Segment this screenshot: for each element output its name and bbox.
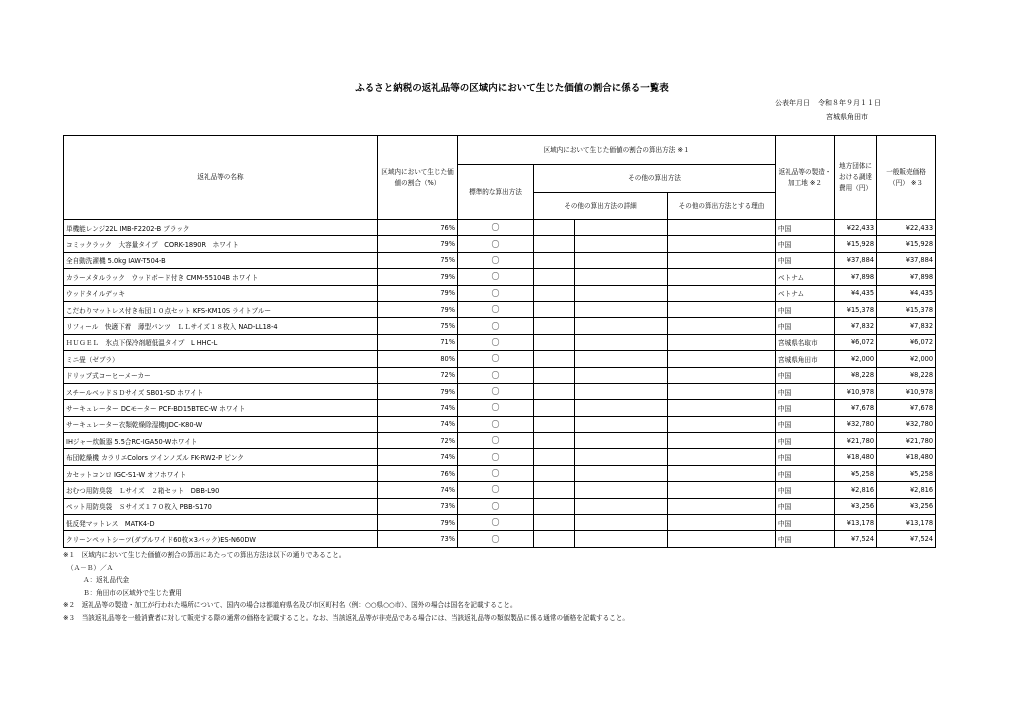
product-name: IHジャー炊飯器 5.5合RC-IGA50-Wホワイト <box>64 433 378 449</box>
standard-method-mark: 〇 <box>458 498 534 514</box>
blank-cell <box>534 531 575 547</box>
origin-location: 中国 <box>776 220 835 236</box>
standard-method-mark: 〇 <box>458 318 534 334</box>
standard-method-mark: 〇 <box>458 334 534 350</box>
standard-method-mark: 〇 <box>458 301 534 317</box>
origin-location: 宮城県名取市 <box>776 334 835 350</box>
value-ratio: 74% <box>378 416 458 432</box>
table-row <box>64 220 936 236</box>
value-ratio: 75% <box>378 318 458 334</box>
value-ratio: 79% <box>378 383 458 399</box>
value-ratio: 71% <box>378 334 458 350</box>
value-ratio: 80% <box>378 351 458 367</box>
origin-location: 中国 <box>776 449 835 465</box>
retail-price: ¥32,780 <box>877 416 936 432</box>
retail-price: ¥37,884 <box>877 252 936 268</box>
retail-price: ¥10,978 <box>877 383 936 399</box>
retail-price: ¥6,072 <box>877 334 936 350</box>
origin-location: ベトナム <box>776 285 835 301</box>
origin-location: 中国 <box>776 301 835 317</box>
footnote-line: ※２ 返礼品等の製造・加工が行われた場所について、国内の場合は都道府県名及び市区町村名（例：○○県○○市）、国外の場合は国名を記載すること。 <box>63 601 517 610</box>
origin-location: 中国 <box>776 400 835 416</box>
other-reason-cell <box>668 334 776 350</box>
header-other-detail: その他の算出方法の詳細 <box>534 193 668 220</box>
local-cost: ¥6,072 <box>835 334 877 350</box>
other-reason-cell <box>668 433 776 449</box>
product-name: サーキュレーター衣類乾燥除湿機IJDC-K80-W <box>64 416 378 432</box>
value-ratio: 74% <box>378 482 458 498</box>
table-row <box>64 515 936 531</box>
header-other-group: その他の算出方法 <box>534 165 776 193</box>
standard-method-mark: 〇 <box>458 220 534 236</box>
local-cost: ¥7,678 <box>835 400 877 416</box>
other-detail-cell <box>575 449 668 465</box>
local-cost: ¥10,978 <box>835 383 877 399</box>
standard-method-mark: 〇 <box>458 416 534 432</box>
retail-price: ¥7,524 <box>877 531 936 547</box>
document-title: ふるさと納税の返礼品等の区域内において生じた価値の割合に係る一覧表 <box>355 83 669 94</box>
table-row <box>64 416 936 432</box>
retail-price: ¥5,258 <box>877 465 936 481</box>
product-name: ペット用防臭袋 Ｓサイズ１７０枚入 PBB-S170 <box>64 498 378 514</box>
blank-cell <box>534 220 575 236</box>
other-detail-cell <box>575 334 668 350</box>
retail-price: ¥15,928 <box>877 236 936 252</box>
other-reason-cell <box>668 400 776 416</box>
local-cost: ¥8,228 <box>835 367 877 383</box>
municipality-name: 宮城県角田市 <box>826 113 868 121</box>
retail-price: ¥7,832 <box>877 318 936 334</box>
origin-location: 中国 <box>776 465 835 481</box>
origin-location: 中国 <box>776 498 835 514</box>
value-ratio: 76% <box>378 465 458 481</box>
other-reason-cell <box>668 498 776 514</box>
other-detail-cell <box>575 252 668 268</box>
header-local-cost: 地方団体における調達費用（円） <box>835 136 877 220</box>
value-ratio: 73% <box>378 531 458 547</box>
header-other-reason: その他の算出方法とする理由 <box>668 193 776 220</box>
origin-location: 中国 <box>776 252 835 268</box>
origin-location: 中国 <box>776 482 835 498</box>
table-row <box>64 269 936 285</box>
value-ratio: 73% <box>378 498 458 514</box>
table-row <box>64 301 936 317</box>
blank-cell <box>534 269 575 285</box>
product-name: 全自動洗濯機 5.0kg IAW-T504-B <box>64 252 378 268</box>
blank-cell <box>534 465 575 481</box>
standard-method-mark: 〇 <box>458 252 534 268</box>
value-ratio: 79% <box>378 515 458 531</box>
other-detail-cell <box>575 351 668 367</box>
other-detail-cell <box>575 383 668 399</box>
product-name: ドリップ式コーヒーメーカー <box>64 367 378 383</box>
blank-cell <box>534 449 575 465</box>
other-detail-cell <box>575 318 668 334</box>
local-cost: ¥7,832 <box>835 318 877 334</box>
retail-price: ¥7,678 <box>877 400 936 416</box>
other-detail-cell <box>575 465 668 481</box>
other-reason-cell <box>668 285 776 301</box>
product-name: サーキュレーター DCモーター PCF-BD15BTEC-W ホワイト <box>64 400 378 416</box>
standard-method-mark: 〇 <box>458 482 534 498</box>
other-reason-cell <box>668 531 776 547</box>
other-detail-cell <box>575 531 668 547</box>
origin-location: 中国 <box>776 416 835 432</box>
other-detail-cell <box>575 236 668 252</box>
local-cost: ¥3,256 <box>835 498 877 514</box>
value-ratio: 76% <box>378 220 458 236</box>
local-cost: ¥21,780 <box>835 433 877 449</box>
standard-method-mark: 〇 <box>458 383 534 399</box>
value-ratio: 79% <box>378 236 458 252</box>
blank-cell <box>534 236 575 252</box>
blank-cell <box>534 334 575 350</box>
local-cost: ¥13,178 <box>835 515 877 531</box>
blank-cell <box>534 383 575 399</box>
standard-method-mark: 〇 <box>458 351 534 367</box>
product-name: こだわりマットレス付き布団１０点セット KFS-KM10S ライトブルー <box>64 301 378 317</box>
product-name: ＨＵＧＥＬ 氷点下保冷剤超低温タイプ L HHC-L <box>64 334 378 350</box>
local-cost: ¥7,898 <box>835 269 877 285</box>
value-ratio: 75% <box>378 252 458 268</box>
header-name: 返礼品等の名称 <box>64 136 378 220</box>
local-cost: ¥22,433 <box>835 220 877 236</box>
local-cost: ¥37,884 <box>835 252 877 268</box>
product-name: カラーメタルラック ウッドボード付き CMM-55104B ホワイト <box>64 269 378 285</box>
retail-price: ¥18,480 <box>877 449 936 465</box>
other-detail-cell <box>575 416 668 432</box>
other-reason-cell <box>668 301 776 317</box>
product-name: 単機能レンジ22L IMB-F2202-B ブラック <box>64 220 378 236</box>
standard-method-mark: 〇 <box>458 367 534 383</box>
local-cost: ¥15,378 <box>835 301 877 317</box>
product-name: おむつ用防臭袋 Ｌサイズ ２箱セット DBB-L90 <box>64 482 378 498</box>
table-row <box>64 318 936 334</box>
table-row <box>64 400 936 416</box>
product-name: リフィール 快適下着 薄型パンツ ＬＬサイズ１８枚入 NAD-LL18-4 <box>64 318 378 334</box>
footnote-line: （Ａ－Ｂ）／Ａ <box>67 563 114 572</box>
blank-cell <box>534 367 575 383</box>
product-name: スチールベッドＳＤサイズ SB01-SD ホワイト <box>64 383 378 399</box>
origin-location: 中国 <box>776 236 835 252</box>
blank-cell <box>534 416 575 432</box>
other-reason-cell <box>668 236 776 252</box>
other-detail-cell <box>575 400 668 416</box>
other-detail-cell <box>575 285 668 301</box>
publication-date-label: 公表年月日 <box>775 99 810 107</box>
table-row <box>64 465 936 481</box>
footnote-line: ※１ 区域内において生じた価値の割合の算出にあたっての算出方法は以下の通りであること。 <box>63 551 346 559</box>
blank-cell <box>534 515 575 531</box>
footnote-line: Ｂ：角田市の区域外で生じた費用 <box>83 588 182 597</box>
origin-location: 中国 <box>776 515 835 531</box>
retail-price: ¥22,433 <box>877 220 936 236</box>
standard-method-mark: 〇 <box>458 400 534 416</box>
other-reason-cell <box>668 465 776 481</box>
product-name: 低反発マットレス MATK4-D <box>64 515 378 531</box>
publication-date-value: 令和８年９月１１日 <box>818 99 881 107</box>
table-row <box>64 498 936 514</box>
local-cost: ¥32,780 <box>835 416 877 432</box>
blank-cell <box>534 285 575 301</box>
header-ratio: 区域内において生じた価値の割合（%） <box>378 136 458 220</box>
origin-location: 中国 <box>776 367 835 383</box>
other-reason-cell <box>668 220 776 236</box>
other-reason-cell <box>668 269 776 285</box>
other-reason-cell <box>668 449 776 465</box>
other-detail-cell <box>575 269 668 285</box>
retail-price: ¥2,816 <box>877 482 936 498</box>
standard-method-mark: 〇 <box>458 465 534 481</box>
blank-cell <box>534 433 575 449</box>
retail-price: ¥8,228 <box>877 367 936 383</box>
value-ratio: 79% <box>378 269 458 285</box>
value-ratio-table <box>63 135 936 548</box>
other-detail-cell <box>575 498 668 514</box>
retail-price: ¥15,378 <box>877 301 936 317</box>
standard-method-mark: 〇 <box>458 449 534 465</box>
table-row <box>64 433 936 449</box>
retail-price: ¥4,435 <box>877 285 936 301</box>
blank-cell <box>534 498 575 514</box>
other-reason-cell <box>668 383 776 399</box>
value-ratio: 79% <box>378 285 458 301</box>
other-reason-cell <box>668 482 776 498</box>
local-cost: ¥7,524 <box>835 531 877 547</box>
local-cost: ¥4,435 <box>835 285 877 301</box>
other-reason-cell <box>668 367 776 383</box>
product-name: 布団乾燥機 カラリエColors ツインノズル FK-RW2-P ピンク <box>64 449 378 465</box>
other-reason-cell <box>668 351 776 367</box>
footnote-line: Ａ：返礼品代金 <box>83 576 130 585</box>
publication-date <box>775 98 935 108</box>
retail-price: ¥7,898 <box>877 269 936 285</box>
origin-location: 中国 <box>776 318 835 334</box>
origin-location: 宮城県角田市 <box>776 351 835 367</box>
table-row <box>64 236 936 252</box>
local-cost: ¥18,480 <box>835 449 877 465</box>
footnotes <box>63 549 629 625</box>
local-cost: ¥5,258 <box>835 465 877 481</box>
local-cost: ¥2,816 <box>835 482 877 498</box>
standard-method-mark: 〇 <box>458 285 534 301</box>
table-row <box>64 383 936 399</box>
retail-price: ¥21,780 <box>877 433 936 449</box>
other-detail-cell <box>575 433 668 449</box>
header-origin: 返礼品等の製造・加工地 ※２ <box>776 136 835 220</box>
table-row <box>64 334 936 350</box>
value-ratio: 74% <box>378 449 458 465</box>
header-standard-method: 標準的な算出方法 <box>458 165 534 220</box>
header-method-group: 区域内において生じた価値の割合の算出方法 ※１ <box>458 136 776 165</box>
table-row <box>64 531 936 547</box>
local-cost: ¥2,000 <box>835 351 877 367</box>
value-ratio: 72% <box>378 433 458 449</box>
standard-method-mark: 〇 <box>458 433 534 449</box>
retail-price: ¥2,000 <box>877 351 936 367</box>
value-ratio: 74% <box>378 400 458 416</box>
table-row <box>64 252 936 268</box>
blank-cell <box>534 400 575 416</box>
footnote-line: ※３ 当該返礼品等を一般消費者に対して販売する際の通常の価格を記載すること。なお、当該返礼品等が非売品である場合には、当該返礼品等の類似製品に係る通常の価格を記載すること。 <box>63 613 629 622</box>
value-ratio: 72% <box>378 367 458 383</box>
other-reason-cell <box>668 318 776 334</box>
product-name: カセットコンロ IGC-S1-W オフホワイト <box>64 465 378 481</box>
blank-cell <box>534 318 575 334</box>
other-detail-cell <box>575 220 668 236</box>
standard-method-mark: 〇 <box>458 515 534 531</box>
standard-method-mark: 〇 <box>458 531 534 547</box>
header-retail-price: 一般販売価格（円） ※３ <box>877 136 936 220</box>
value-ratio: 79% <box>378 301 458 317</box>
blank-cell <box>534 301 575 317</box>
product-name: ミニ畳（ゼブラ） <box>64 351 378 367</box>
table-row <box>64 367 936 383</box>
standard-method-mark: 〇 <box>458 236 534 252</box>
other-detail-cell <box>575 367 668 383</box>
origin-location: 中国 <box>776 433 835 449</box>
blank-cell <box>534 351 575 367</box>
local-cost: ¥15,928 <box>835 236 877 252</box>
blank-cell <box>534 252 575 268</box>
origin-location: ベトナム <box>776 269 835 285</box>
table-row <box>64 449 936 465</box>
origin-location: 中国 <box>776 383 835 399</box>
table-row <box>64 482 936 498</box>
retail-price: ¥3,256 <box>877 498 936 514</box>
other-reason-cell <box>668 515 776 531</box>
product-name: クリーンペットシーツ(ダブルワイド60枚×3パック)ES-N60DW <box>64 531 378 547</box>
product-name: コミックラック 大容量タイプ CORK-1890R ホワイト <box>64 236 378 252</box>
blank-cell <box>534 482 575 498</box>
retail-price: ¥13,178 <box>877 515 936 531</box>
product-name: ウッドタイルデッキ <box>64 285 378 301</box>
other-reason-cell <box>668 416 776 432</box>
other-detail-cell <box>575 482 668 498</box>
table-row <box>64 351 936 367</box>
other-reason-cell <box>668 252 776 268</box>
table-row <box>64 285 936 301</box>
other-detail-cell <box>575 515 668 531</box>
origin-location: 中国 <box>776 531 835 547</box>
other-detail-cell <box>575 301 668 317</box>
standard-method-mark: 〇 <box>458 269 534 285</box>
